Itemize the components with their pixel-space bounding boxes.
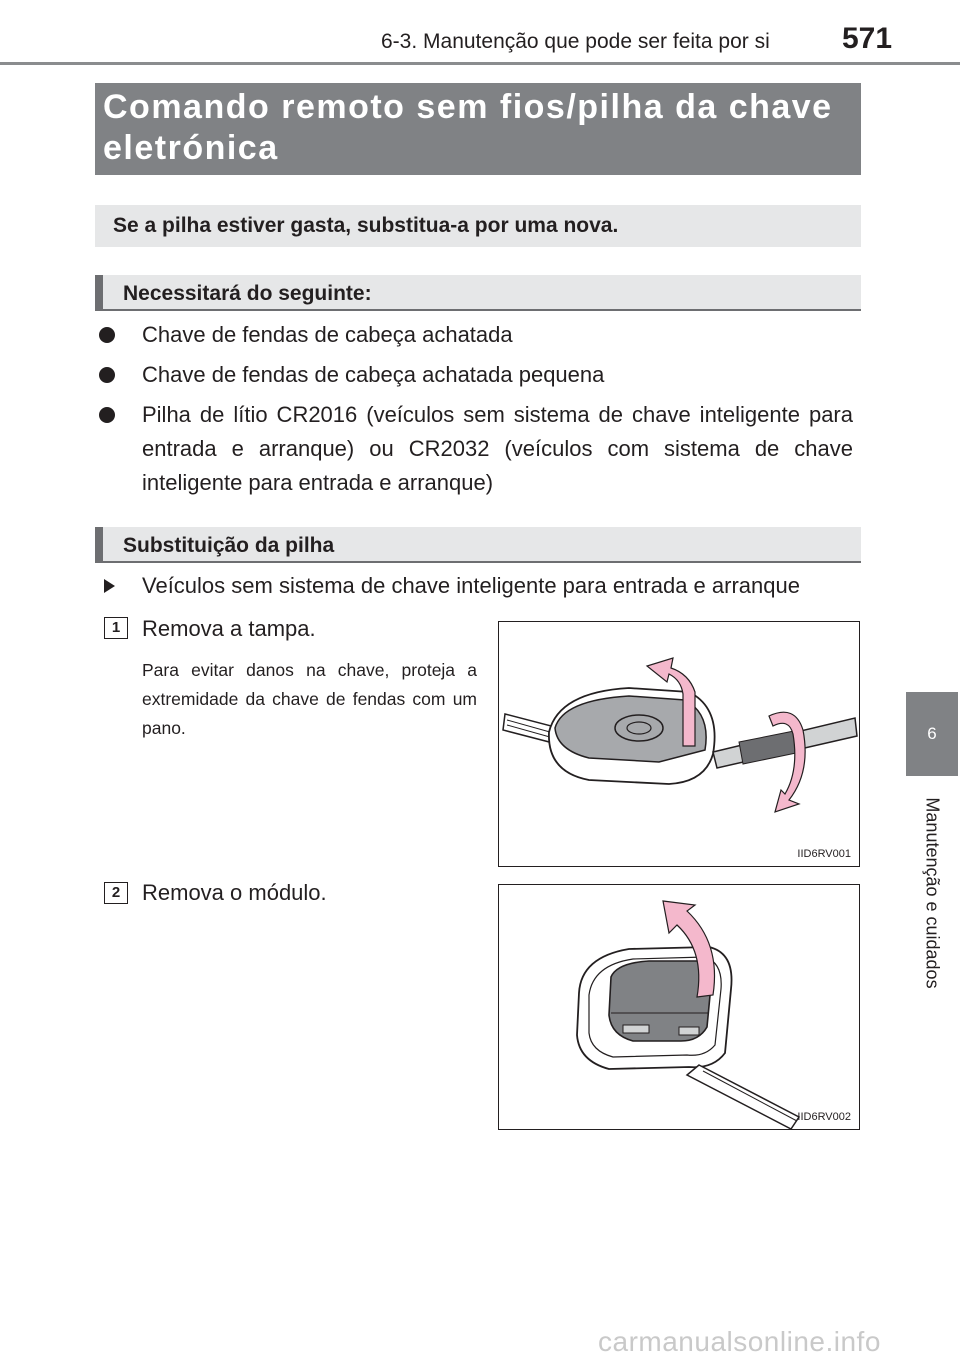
figure-id: IID6RV001 — [797, 848, 851, 860]
figure-id: IID6RV002 — [797, 1111, 851, 1123]
list-item-text: Chave de fendas de cabeça achatada pequena — [142, 362, 605, 387]
figure-remove-cover — [498, 621, 860, 867]
bullet-icon — [99, 367, 115, 383]
list-item-text: Chave de fendas de cabeça achatada — [142, 322, 513, 347]
running-header: 6-3. Manutenção que pode ser feita por si — [381, 30, 770, 53]
figure-remove-module — [498, 884, 860, 1130]
chapter-tab: 6 — [906, 692, 958, 776]
step-2-text: Remova o módulo. — [142, 880, 327, 905]
page-title-line2: eletrónica — [103, 129, 279, 167]
key-module-illustration — [499, 885, 859, 1129]
key-cover-illustration — [499, 622, 859, 866]
chapter-label: Manutenção e cuidados — [922, 797, 943, 989]
bullet-icon — [99, 327, 115, 343]
page-title — [95, 83, 861, 175]
watermark: carmanualsonline.info — [598, 1326, 881, 1357]
page-title-line1: Comando remoto sem fios/pilha da chave — [103, 88, 833, 126]
bullet-icon — [99, 407, 115, 423]
replacement-heading: Substituição da pilha — [95, 527, 861, 563]
step-number-1: 1 — [104, 617, 128, 639]
step-1-note: Para evitar danos na chave, proteja a extremidade da chave de fendas com um pano. — [142, 660, 477, 738]
needs-heading: Necessitará do seguinte: — [95, 275, 861, 311]
step-1-text: Remova a tampa. — [142, 616, 316, 641]
list-item-text: Pilha de lítio CR2016 (veículos sem sistema de chave inteligente para entrada e arranque) ou CR2032 (veículos com sistema de chave inteligente para entrada e arranque) — [142, 402, 853, 495]
page-number: 571 — [842, 22, 893, 55]
intro-box: Se a pilha estiver gasta, substitua-a por uma nova. — [95, 205, 861, 247]
step-number-2: 2 — [104, 882, 128, 904]
triangle-bullet-icon — [104, 579, 115, 593]
vehicle-type-text: Veículos sem sistema de chave inteligente para entrada e arranque — [142, 573, 800, 598]
header-rule — [0, 62, 960, 65]
